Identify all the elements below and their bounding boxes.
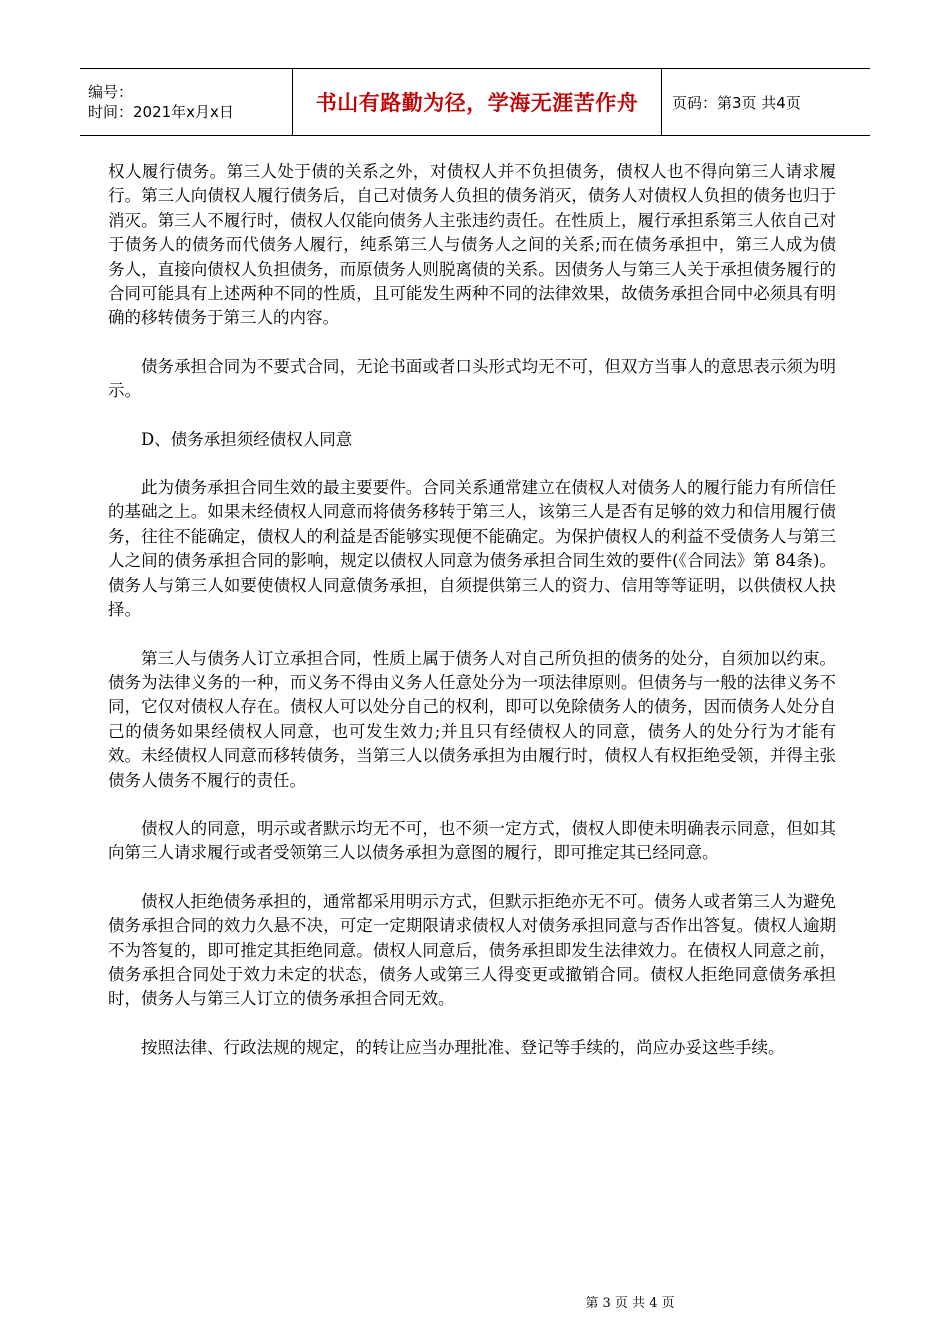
paragraph: 第三人与债务人订立承担合同，性质上属于债务人对自己所负担的债务的处分，自须加以约束。债务为法律义务的一种，而义务不得由义务人任意处分为一项法律原则。但债务与一般的法律义务不同，它仅对债权人存在。债权人可以处分自己的权利，即可以免除债务人的债务，因而债务人处分自己的债务如果经债权人同意，也可发生效力;并且只有经债权人的同意，债务人的处分行为才能有效。未经债权人同意而移转债务，当第三人以债务承担为由履行时，债权人有权拒绝受领，并得主张债务人债务不履行的责任。	[108, 648, 836, 790]
paragraph: 债务承担合同为不要式合同，无论书面或者口头形式均无不可，但双方当事人的意思表示须为明示。	[108, 356, 836, 401]
header-motto: 书山有路勤为径，学海无涯苦作舟	[293, 69, 662, 136]
paragraph: 此为债务承担合同生效的最主要要件。合同关系通常建立在债权人对债务人的履行能力有所信任的基础之上。如果未经债权人同意而将债务移转于第三人，该第三人是否有足够的效力和信用履行债务，往往不能确定，债权人的利益是否能够实现便不能确定。为保护债权人的利益不受债务人与第三人之间的债务承担合同的影响，规定以债权人同意为债务承担合同生效的要件(《合同法》第 84条)。债务人与第三人如要使债权人同意债务承担，自须提供第三人的资力、信用等等证明，以供债权人抉择。	[108, 478, 836, 620]
page-footer: 第 3 页 共 4 页	[585, 1296, 675, 1311]
paragraph: 债权人拒绝债务承担的，通常都采用明示方式，但默示拒绝亦无不可。债务人或者第三人为避免债务承担合同的效力久悬不决，可定一定期限请求债权人对债务承担同意与否作出答复。债权人逾期不为答复的，即可推定其拒绝同意。债权人同意后，债务承担即发生法律效力。在债权人同意之前，债务承担合同处于效力未定的状态，债务人或第三人得变更或撤销合同。债权人拒绝同意债务承担时，债务人与第三人订立的债务承担合同无效。	[108, 891, 836, 1009]
paragraph-continuation: 权人履行债务。第三人处于债的关系之外，对债权人并不负担债务，债权人也不得向第三人请求履行。第三人向债权人履行债务后，自己对债务人负担的债务消灭，债务人对债权人负担的债务也归于消灭。第三人不履行时，债权人仅能向债务人主张违约责任。在性质上，履行承担系第三人依自己对于债务人的债务而代债务人履行，纯系第三人与债务人之间的关系;而在债务承担中，第三人成为债务人，直接向债权人负担债务，而原债务人则脱离债的关系。因债务人与第三人关于承担债务履行的合同可能具有上述两种不同的性质，且可能发生两种不同的法律效果，故债务承担合同中必须具有明确的移转债务于第三人的内容。	[108, 162, 836, 328]
paragraph: 债权人的同意，明示或者默示均无不可，也不须一定方式，债权人即使未明确表示同意，但如其向第三人请求履行或者受领第三人以债务承担为意图的履行，即可推定其已经同意。	[108, 818, 836, 863]
document-number-label: 编号：	[88, 83, 134, 101]
section-heading: D、债务承担须经债权人同意	[141, 429, 353, 449]
paragraph: 按照法律、行政法规的规定，的转让应当办理批准、登记等手续的，尚应办妥这些手续。	[141, 1037, 785, 1057]
header-page-info: 页码：第3页 共4页	[672, 93, 801, 112]
document-body	[108, 160, 836, 1084]
header-meta	[80, 69, 293, 136]
document-date: 时间：2021年x月x日	[88, 103, 234, 121]
document-header	[80, 68, 870, 136]
